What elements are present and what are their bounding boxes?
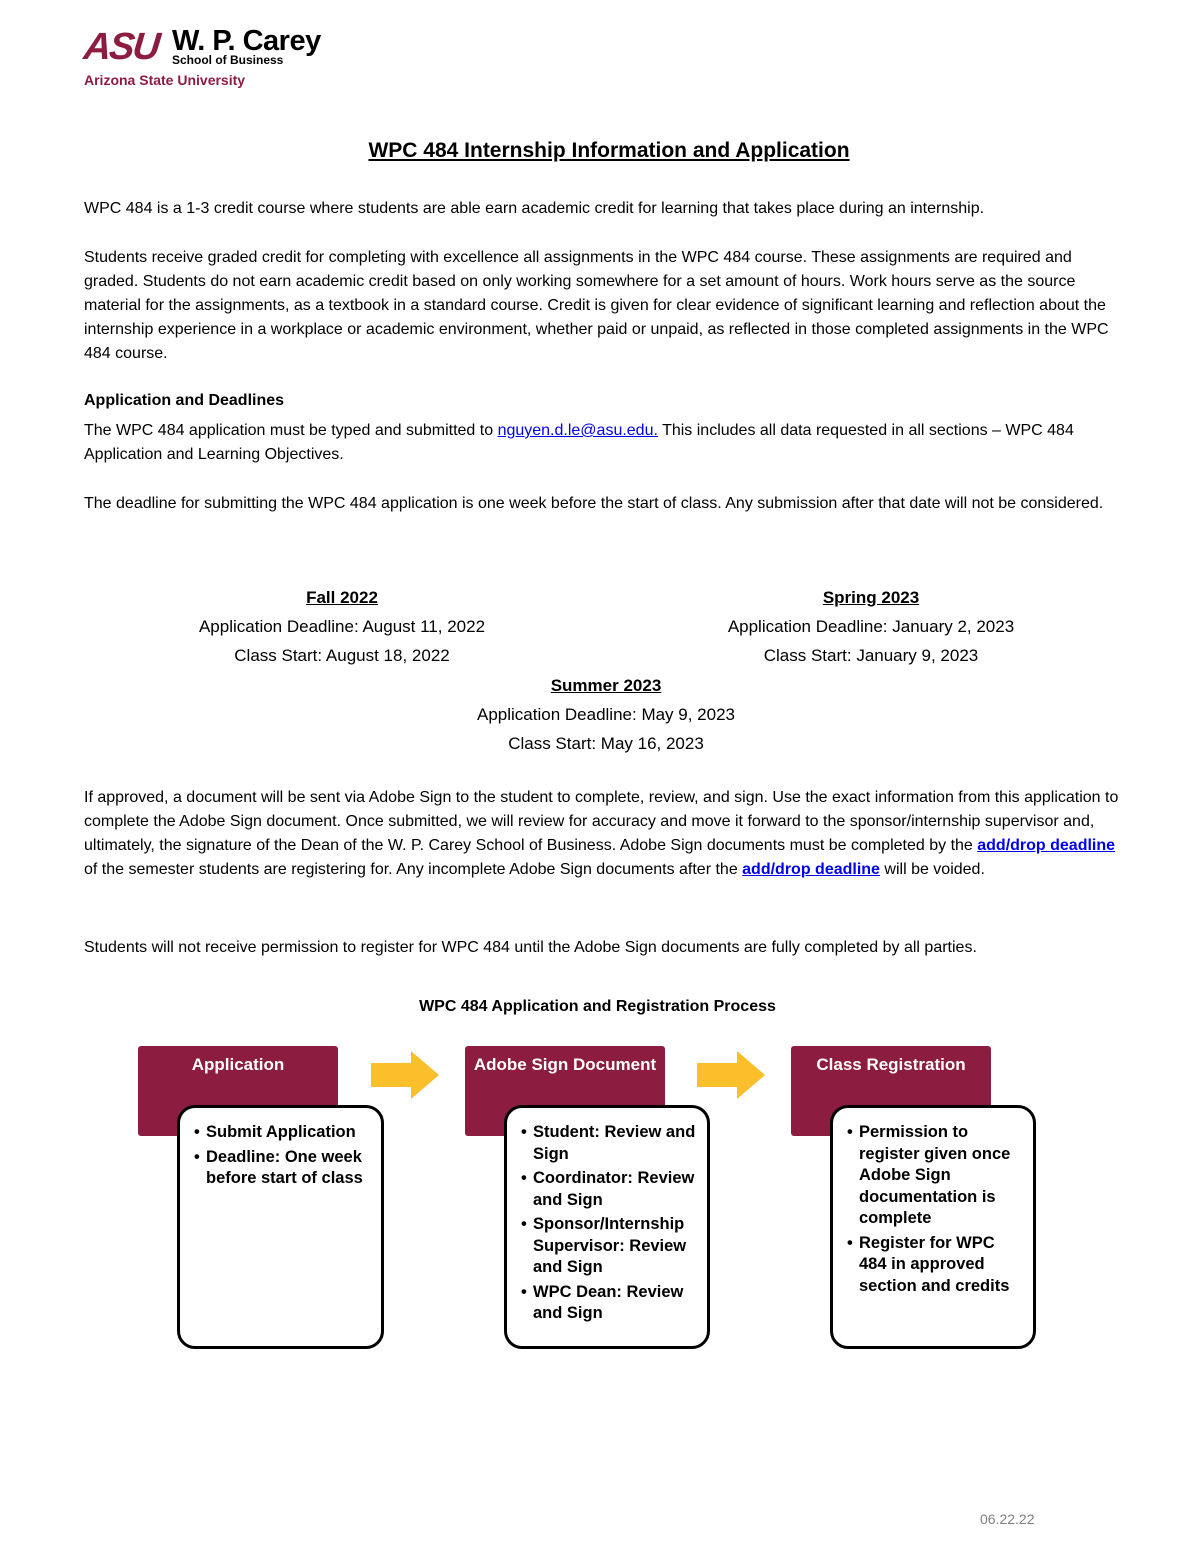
email-link[interactable]: nguyen.d.le@asu.edu. (497, 422, 658, 439)
term-summer-deadline: Application Deadline: May 9, 2023 (477, 705, 735, 724)
approval-paragraph (84, 786, 1119, 882)
term-summer (396, 671, 816, 758)
stage-item: • Register for WPC 484 in approved section and credits (847, 1233, 1023, 1298)
logo-university-name: Arizona State University (84, 72, 246, 88)
stage-item: • Sponsor/Internship Supervisor: Review and Sign (521, 1214, 697, 1279)
stage-item: • Student: Review and Sign (521, 1122, 697, 1165)
term-fall-deadline: Application Deadline: August 11, 2022 (198, 617, 486, 636)
right-arrow-icon (371, 1051, 439, 1099)
application-text-before: The WPC 484 application must be typed and submitted to (84, 422, 498, 439)
logo-school-subtitle: School of Business (172, 53, 284, 67)
application-paragraph (84, 419, 1119, 467)
stage-application-label: Application (191, 1055, 285, 1074)
approval-text-1: If approved, a document will be sent via Adobe Sign to the student to complete, review, and sign. Use the exact information from this application to complete the Adobe Sign document. Once submitted, we will review for accuracy and move it forward to the sponsor/internship supervisor and, ultimately, the signature of the Dean of the W. P. Carey School of Business. Adobe Sign documents must be completed by the (84, 789, 1119, 854)
stage-item: • Permission to register given once Adobe Sign documentation is complete (847, 1122, 1023, 1230)
credit-paragraph: Students receive graded credit for completing with excellence all assignments in the WPC 484 course. These assignments are required and graded. Students do not earn academic credit based on only working somewhere for a set amount of hours. Work hours serve as the source material for the assignments, as a textbook in a standard course. Credit is given for clear evidence of significant learning and reflection about the internship experience in a workplace or academic environment, whether paid or unpaid, as reflected in those completed assignments in the WPC 484 course. (84, 249, 1109, 362)
term-spring-start: Class Start: January 9, 2023 (763, 646, 979, 665)
stage-adobe-sign-details (504, 1105, 710, 1349)
stage-item: • Submit Application (194, 1122, 371, 1144)
stage-item: • WPC Dean: Review and Sign (521, 1282, 697, 1325)
term-spring (661, 583, 1081, 670)
approval-text-2: of the semester students are registering for. Any incomplete Adobe Sign documents after the (84, 861, 743, 878)
application-heading: Application and Deadlines (84, 392, 285, 409)
stage-application-details (177, 1105, 384, 1349)
page-title: WPC 484 Internship Information and Application (368, 139, 850, 162)
term-spring-name: Spring 2023 (822, 588, 920, 607)
stage-item: • Coordinator: Review and Sign (521, 1168, 697, 1211)
stage-class-registration-label: Class Registration (816, 1055, 966, 1074)
deadline-paragraph: The deadline for submitting the WPC 484 application is one week before the start of class. Any submission after that date will not be considered. (84, 495, 1104, 512)
stage-item: • Deadline: One week before start of class (194, 1147, 371, 1190)
right-arrow-shape (697, 1051, 765, 1099)
right-arrow-icon (697, 1051, 765, 1099)
application-text-after: This includes all data requested in all sections – WPC 484 Application and Learning Objectives. (84, 422, 1074, 463)
term-fall (132, 583, 552, 670)
add-drop-deadline-link-2[interactable]: add/drop deadline (742, 861, 880, 878)
footer-date: 06.22.22 (980, 1511, 1035, 1527)
approval-text-3: will be voided. (879, 861, 985, 878)
asu-logo-mark: ASU (81, 26, 161, 68)
stage-class-registration-details (830, 1105, 1036, 1349)
term-summer-start: Class Start: May 16, 2023 (508, 734, 704, 753)
stage-adobe-sign-label: Adobe Sign Document (473, 1055, 657, 1074)
intro-paragraph: WPC 484 is a 1-3 credit course where students are able earn academic credit for learning that takes place during an internship. (84, 200, 985, 217)
term-fall-name: Fall 2022 (306, 588, 378, 607)
term-summer-name: Summer 2023 (550, 676, 662, 695)
add-drop-deadline-link-1[interactable]: add/drop deadline (977, 837, 1116, 854)
term-fall-start: Class Start: August 18, 2022 (234, 646, 450, 665)
asu-wpcarey-logo (81, 25, 324, 90)
permission-note: Students will not receive permission to register for WPC 484 until the Adobe Sign documents are fully completed by all parties. (84, 939, 977, 956)
logo-school-name: W. P. Carey (172, 25, 321, 57)
right-arrow-shape (371, 1051, 439, 1099)
term-spring-deadline: Application Deadline: January 2, 2023 (727, 617, 1015, 636)
process-title: WPC 484 Application and Registration Process (419, 998, 776, 1015)
